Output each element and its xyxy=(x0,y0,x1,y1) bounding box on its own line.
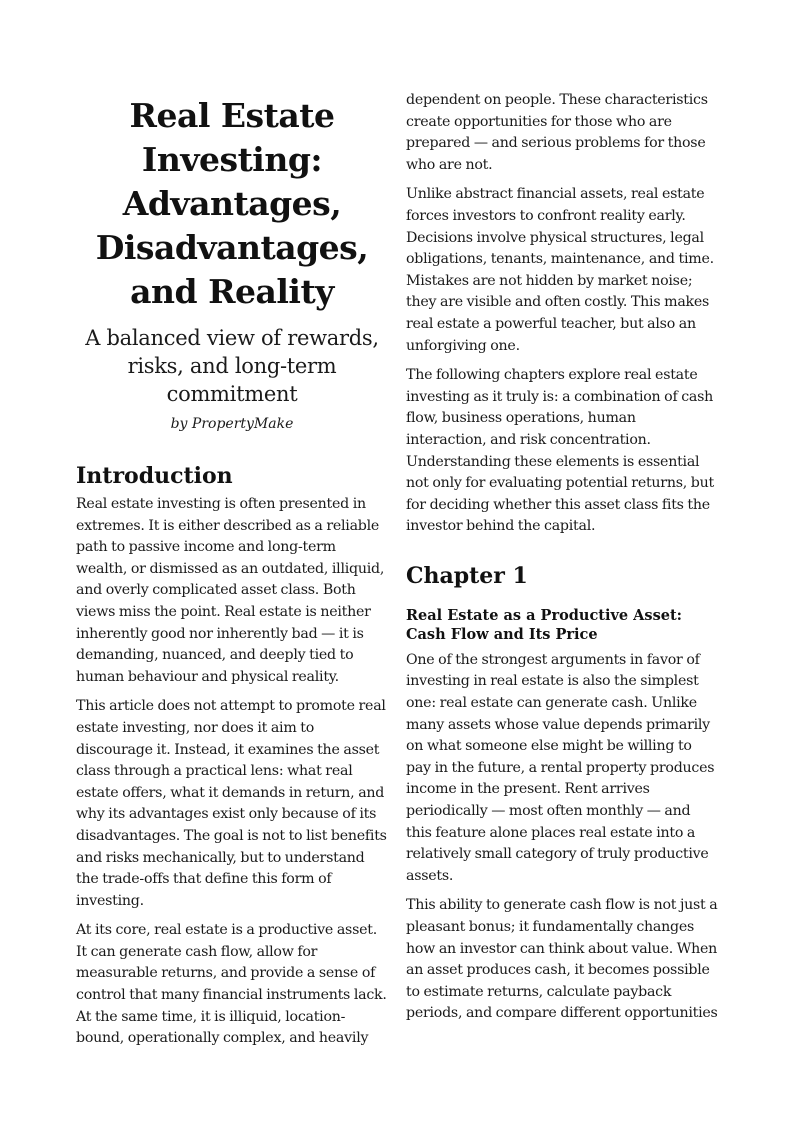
intro-paragraph: The following chapters explore real estate investing as it truly is: a combination of cash flow, business operations, human interaction, and risk concentration. Understanding these elements is essential not only for evaluating potential returns, but for deciding whether this asset class fits the investor behind the capital. xyxy=(406,367,714,535)
article-byline: by PropertyMake xyxy=(170,416,294,432)
left-column xyxy=(76,88,388,1058)
intro-paragraph: Unlike abstract financial assets, real estate forces investors to confront reality early. Decisions involve physical structures, legal obligations, tenants, maintenance, and time. Mistakes are not hidden by market noise; they are visible and often costly. This makes real estate a powerful teacher, but also an unforgiving one. xyxy=(406,186,714,354)
chapter-subheading: Real Estate as a Productive Asset: Cash Flow and Its Price xyxy=(406,606,683,643)
chapter-paragraph: One of the strongest arguments in favor of investing in real estate is also the simplest one: real estate can generate cash. Unlike many assets whose value depends primarily on what someone else might be willing to pay in the future, a rental property produces income in the present. Rent arrives periodically — most often monthly — and this feature alone places real estate into a relatively small category of truly productive assets. xyxy=(406,651,715,884)
intro-paragraph: At its core, real estate is a productive asset. It can generate cash flow, allow for measurable returns, and provide a sense of control that many financial instruments lack. At the same time, it is illiquid, location-bound, operationally complex, and heavily xyxy=(76,922,387,1047)
intro-paragraph: This article does not attempt to promote real estate investing, nor does it aim to discourage it. Instead, it examines the asset class through a practical lens: what real estate offers, what it demands in return, and why its advantages exist only because of its disadvantages. The goal is not to list benefits and risks mechanically, but to understand the trade-offs that define this form of investing. xyxy=(76,698,387,909)
right-column xyxy=(406,90,718,1058)
chapter-heading: Chapter 1 xyxy=(406,562,528,589)
chapter-paragraph: This ability to generate cash flow is not just a pleasant bonus; it fundamentally changes how an investor can think about value. When an asset produces cash, it becomes possible to estimate returns, calculate payback periods, and compare different opportunities xyxy=(406,897,718,1022)
intro-paragraph-continued: dependent on people. These characteristics create opportunities for those who are prepared — and serious problems for those who are not. xyxy=(406,92,708,173)
document-page xyxy=(76,88,718,1058)
article-subtitle: A balanced view of rewards, risks, and long-term commitment xyxy=(85,326,379,406)
article-title: Real Estate Investing: Advantages, Disadvantages, and Reality xyxy=(95,96,369,311)
introduction-heading: Introduction xyxy=(76,463,233,489)
intro-paragraph: Real estate investing is often presented in extremes. It is either described as a reliable path to passive income and long-term wealth, or dismissed as an outdated, illiquid, and overly complicated asset class. Both views miss the point. Real estate is neither inherently good nor inherently bad — it is demanding, nuanced, and deeply tied to human behaviour and physical reality. xyxy=(76,496,385,685)
